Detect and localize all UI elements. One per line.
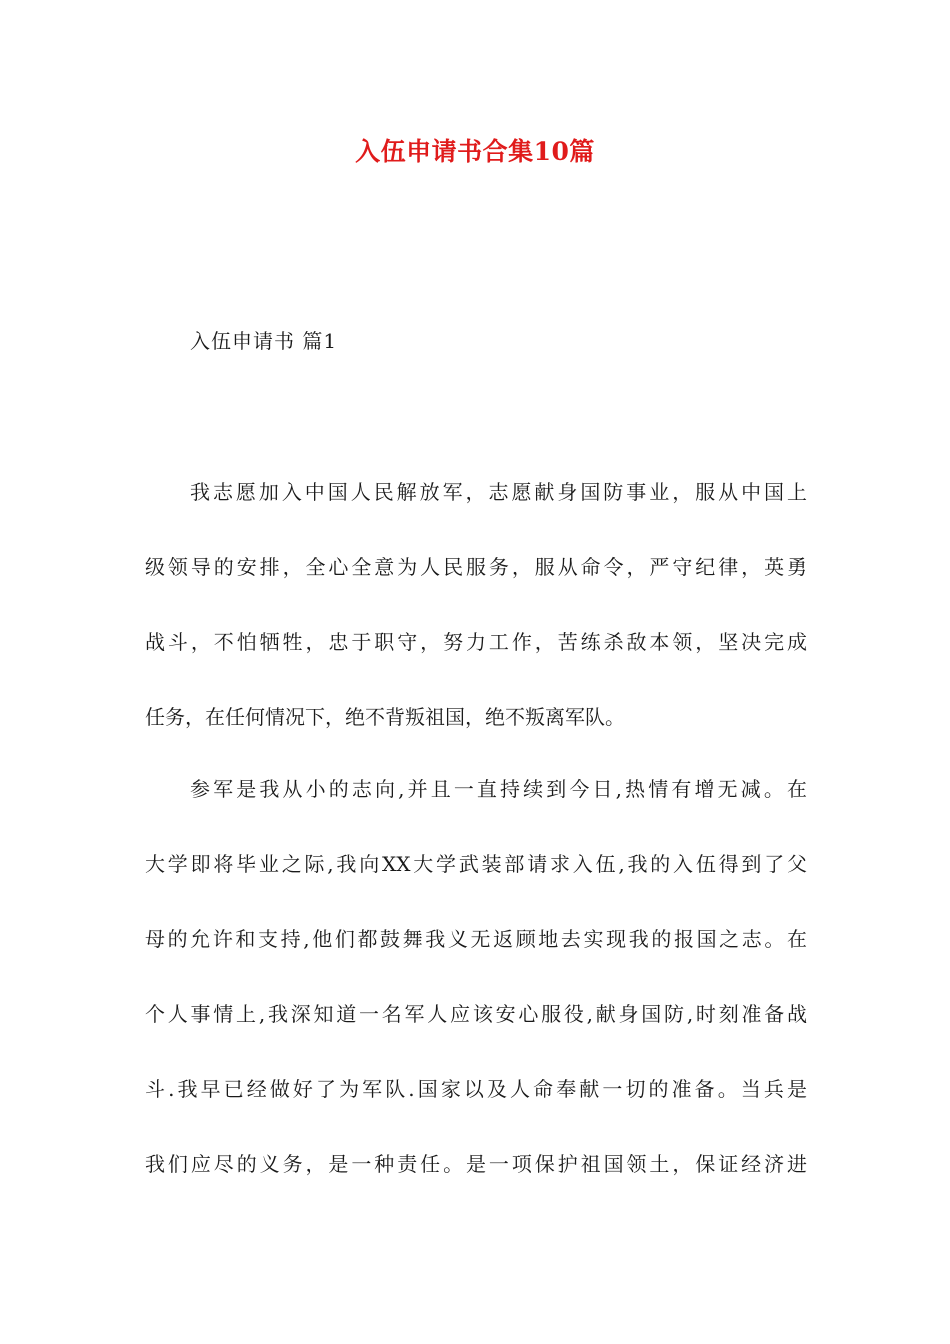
paragraph-line: 战斗，不怕牺牲，忠于职守，努力工作，苦练杀敌本领，坚决完成: [145, 630, 807, 654]
paragraph-line: 任务，在任何情况下，绝不背叛祖国，绝不叛离军队。: [145, 705, 625, 729]
paragraph-line: 我们应尽的义务，是一种责任。是一项保护祖国领土，保证经济进: [145, 1152, 807, 1176]
paragraph-1: [145, 455, 807, 755]
document-title: 入伍申请书合集10篇: [355, 137, 595, 166]
paragraph-line: 大学即将毕业之际,我向XX大学武装部请求入伍,我的入伍得到了父: [145, 852, 807, 876]
paragraph-line: 级领导的安排，全心全意为人民服务，服从命令，严守纪律，英勇: [145, 555, 807, 579]
paragraph-line: 我志愿加入中国人民解放军，志愿献身国防事业，服从中国上: [190, 480, 807, 504]
paragraph-2: [145, 752, 807, 1202]
section-heading: 入伍申请书 篇1: [190, 329, 338, 353]
paragraph-line: 参军是我从小的志向,并且一直持续到今日,热情有增无减。在: [190, 777, 807, 801]
paragraph-line: 母的允许和支持,他们都鼓舞我义无返顾地去实现我的报国之志。在: [145, 927, 807, 951]
paragraph-line: 斗.我早已经做好了为军队.国家以及人命奉献一切的准备。当兵是: [145, 1077, 807, 1101]
paragraph-line: 个人事情上,我深知道一名军人应该安心服役,献身国防,时刻准备战: [145, 1002, 807, 1026]
